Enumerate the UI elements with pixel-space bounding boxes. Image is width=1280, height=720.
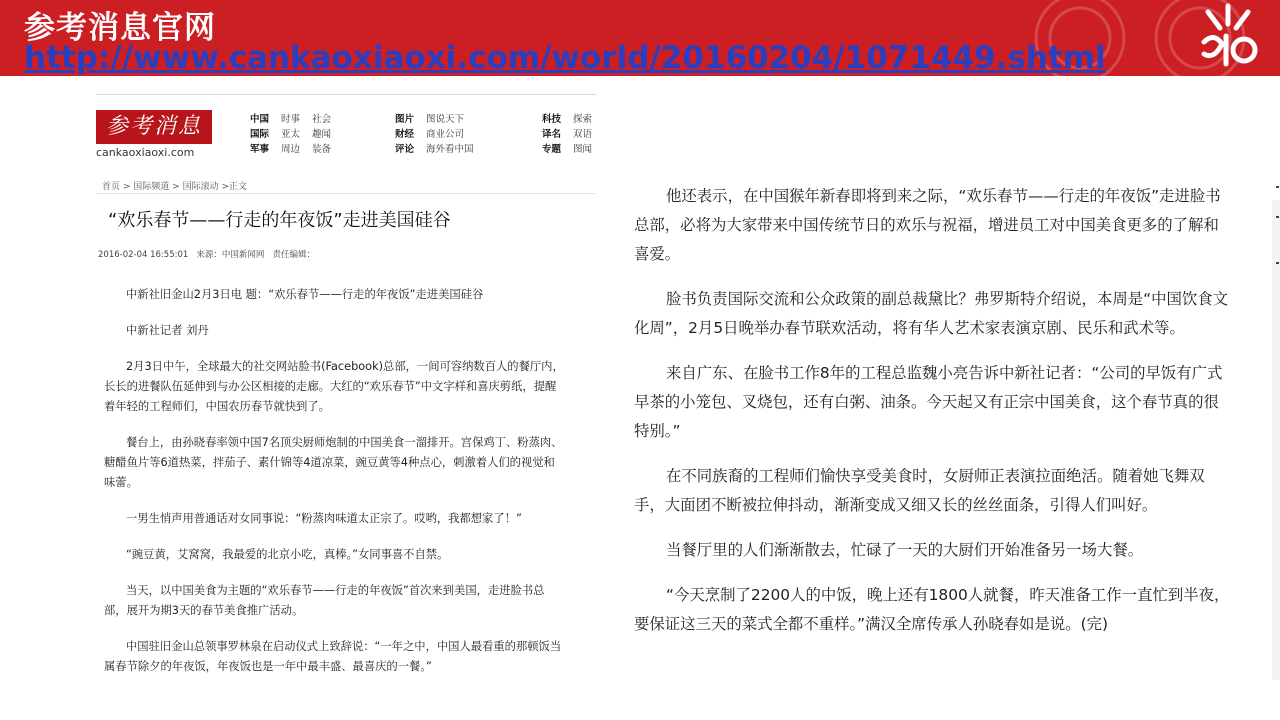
nav-column-3: [542, 112, 592, 157]
paragraph: 在不同族裔的工程师们愉快享受美食时，女厨师正表演拉面绝活。随着她飞舞双手，大面团不断被拉伸抖动，渐渐变成又细又长的丝丝面条，引得人们叫好。: [634, 467, 1205, 514]
edge-mark: [1276, 186, 1279, 188]
paragraph: “今天烹制了2200人的中饭，晚上还有1800人就餐，昨天准备工作一直忙到半夜，要保证这三天的菜式全都不重样。”满汉全席传承人孙晓春如是说。(完): [634, 586, 1230, 633]
article-body-left: [104, 285, 564, 693]
source-url-link[interactable]: http://www.cankaoxiaoxi.com/world/20160204/1071449.shtml: [24, 40, 1106, 76]
nav-item[interactable]: 图说天下: [426, 114, 465, 125]
article-editor: 责任编辑：: [272, 250, 316, 260]
divider: [96, 193, 596, 194]
nav-column-1: [250, 112, 331, 157]
nav-item[interactable]: 商业公司: [426, 129, 465, 140]
nav-key[interactable]: 国际: [250, 129, 270, 140]
nav-key[interactable]: 图片: [395, 114, 415, 125]
nav-item[interactable]: 双语: [573, 129, 593, 140]
site-logo[interactable]: 参考消息: [96, 110, 212, 144]
nav-item[interactable]: 装备: [312, 144, 332, 155]
paragraph: 中新社记者 刘丹: [126, 324, 209, 337]
article-title: “欢乐春节——行走的年夜饭”走进美国硅谷: [108, 210, 451, 231]
nav-item[interactable]: 亚太: [281, 129, 301, 140]
article-body-right: [634, 182, 1234, 655]
breadcrumb-current: 正文: [228, 182, 247, 192]
nav-item[interactable]: 趣闻: [312, 129, 332, 140]
nav-key[interactable]: 评论: [395, 144, 415, 155]
nav-item[interactable]: 时事: [281, 114, 301, 125]
article-date: 2016-02-04 16:55:01: [98, 250, 189, 260]
nav-item[interactable]: 探索: [573, 114, 593, 125]
nav-item[interactable]: 周边: [281, 144, 301, 155]
banner-title: 参考消息官网: [24, 10, 216, 46]
paragraph: 一男生悄声用普通话对女同事说：“粉蒸肉味道太正宗了。哎哟，我都想家了！”: [126, 512, 522, 525]
nav-key[interactable]: 财经: [395, 129, 415, 140]
breadcrumb: 首页 > 国际频道 > 国际滚动 >正文: [102, 182, 247, 192]
article-source: 来源：中国新闻网: [196, 250, 265, 260]
paragraph: 当餐厅里的人们渐渐散去，忙碌了一天的大厨们开始准备另一场大餐。: [666, 541, 1144, 559]
breadcrumb-item[interactable]: 国际频道: [133, 182, 170, 192]
edge-mark: [1276, 216, 1279, 218]
breadcrumb-item[interactable]: 国际滚动: [182, 182, 219, 192]
nav-column-2: [395, 112, 474, 157]
header-banner: [0, 0, 1280, 76]
breadcrumb-item[interactable]: 首页: [102, 182, 121, 192]
nav-key[interactable]: 军事: [250, 144, 270, 155]
paragraph: “豌豆黄，艾窝窝，我最爱的北京小吃，真棒。”女同事喜不自禁。: [126, 548, 449, 561]
nav-key[interactable]: 专题: [542, 144, 562, 155]
nav-item[interactable]: 海外看中国: [426, 144, 474, 155]
paragraph: 来自广东、在脸书工作8年的工程总监魏小亮告诉中新社记者：“公司的早饭有广式早茶的小笼包、叉烧包，还有白粥、油条。今天起又有正宗中国美食，这个春节真的很特别。”: [634, 364, 1223, 440]
paragraph: 中国驻旧金山总领事罗林泉在启动仪式上致辞说：“一年之中，中国人最看重的那顿饭当属春节除夕的年夜饭，年夜饭也是一年中最丰盛、最喜庆的一餐。”: [104, 640, 562, 673]
site-domain: cankaoxiaoxi.com: [96, 146, 195, 159]
article-screenshot-panel: [92, 94, 597, 720]
edge-mark: [1276, 262, 1279, 264]
page-edge-strip: [1272, 200, 1280, 680]
paragraph: 他还表示，在中国猴年新春即将到来之际，“欢乐春节——行走的年夜饭”走进脸书总部，必将为大家带来中国传统节日的欢乐与祝福，增进员工对中国美食更多的了解和喜爱。: [634, 187, 1221, 263]
paragraph: 当天，以中国美食为主题的“欢乐春节——行走的年夜饭”首次来到美国，走进脸书总部，展开为期3天的春节美食推广活动。: [104, 584, 545, 617]
nav-key[interactable]: 中国: [250, 114, 270, 125]
paragraph: 脸书负责国际交流和公众政策的副总裁黛比？弗罗斯特介绍说，本周是“中国饮食文化周”，2月5日晚举办春节联欢活动，将有华人艺术家表演京剧、民乐和武术等。: [634, 290, 1229, 337]
nav-item[interactable]: 图闻: [573, 144, 593, 155]
article-meta: [98, 248, 315, 260]
brand-logo-icon: [1196, 2, 1260, 70]
nav-key[interactable]: 译名: [542, 129, 562, 140]
nav-key[interactable]: 科技: [542, 114, 562, 125]
paragraph: 中新社旧金山2月3日电 题：“欢乐春节——行走的年夜饭”走进美国硅谷: [126, 288, 484, 301]
paragraph: 餐台上，由孙晓春率领中国7名顶尖厨师炮制的中国美食一溜排开。宫保鸡丁、粉蒸肉、糖醋鱼片等6道热菜，拌茄子、素什锦等4道凉菜，豌豆黄等4种点心，刺激着人们的视觉和味蕾。: [104, 436, 563, 489]
nav-item[interactable]: 社会: [312, 114, 332, 125]
divider: [96, 94, 596, 95]
paragraph: 2月3日中午，全球最大的社交网站脸书(Facebook)总部，一间可容纳数百人的餐厅内，长长的进餐队伍延伸到与办公区相接的走廊。大红的“欢乐春节”中文字样和喜庆剪纸，提醒着年轻的工程师们，中国农历春节就快到了。: [104, 360, 564, 413]
